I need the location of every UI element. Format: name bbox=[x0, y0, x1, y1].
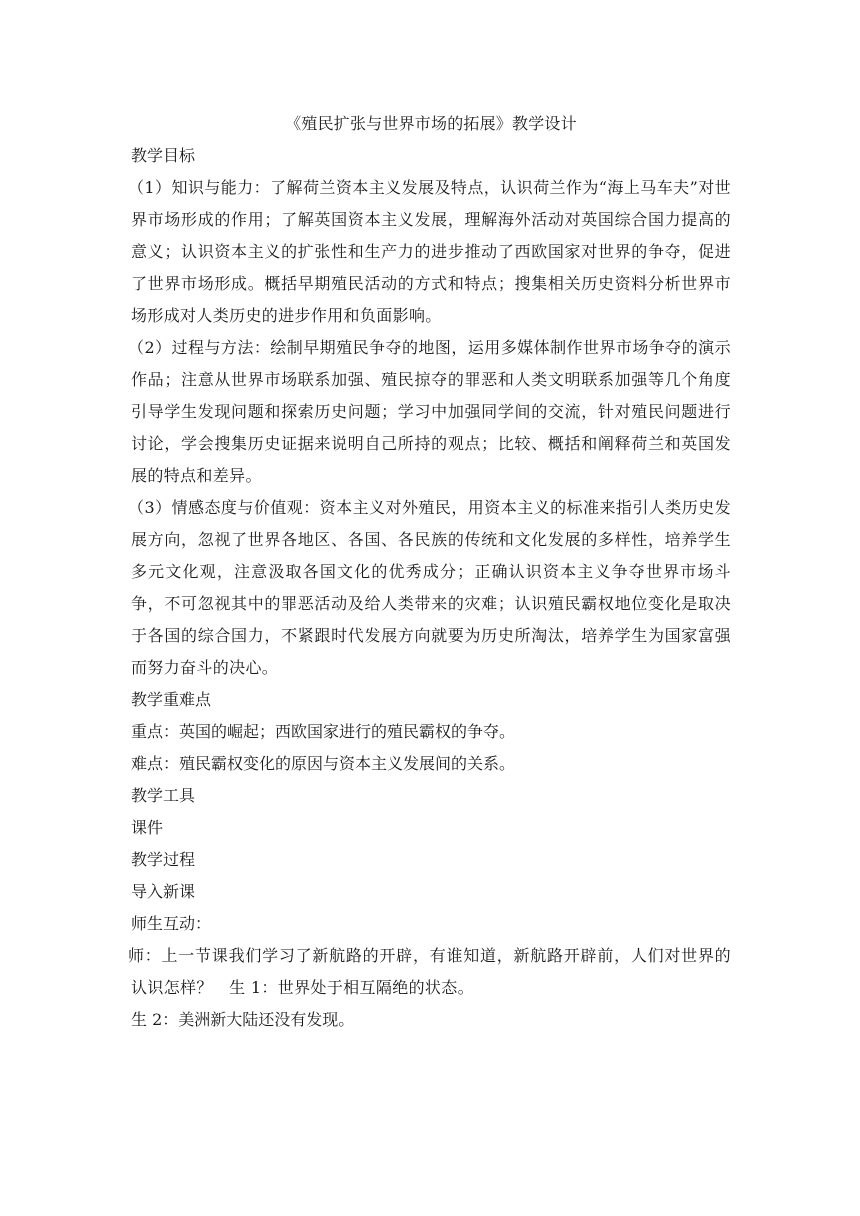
dialogue-teacher: 师：上一节课我们学习了新航路的开辟，有谁知道，新航路开辟前，人们对世界的认识怎样？ 生 1：世界处于相互隔绝的状态。 bbox=[128, 946, 731, 997]
objective-process: （2）过程与方法：绘制早期殖民争夺的地图，运用多媒体制作世界市场争夺的演示作品；注意从世界市场联系加强、殖民掠夺的罪恶和人类文明联系加强等几个角度引导学生发现问题和探索历史问题；学习中加强同学间的交流，针对殖民问题进行讨论，学会搜集历史证据来说明自己所持的观点；比较、概括和阐释荷兰和英国发展的特点和差异。 bbox=[128, 338, 731, 485]
dialogue-student-2: 生 2：美洲新大陆还没有发现。 bbox=[131, 1010, 355, 1029]
tools-item: 课件 bbox=[131, 818, 164, 837]
subheading-interaction: 师生互动： bbox=[131, 914, 212, 933]
section-heading-tools: 教学工具 bbox=[131, 786, 196, 805]
objective-values: （3）情感态度与价值观：资本主义对外殖民，用资本主义的标准来指引人类历史发展方向，忽视了世界各地区、各国、各民族的传统和文化发展的多样性，培养学生多元文化观，注意汲取各国文化的优秀成分；正确认识资本主义争夺世界市场斗争，不可忽视其中的罪恶活动及给人类带来的灾难；认识殖民霸权地位变化是取决于各国的综合国力，不紧跟时代发展方向就要为历史所淘汰，培养学生为国家富强而努力奋斗的决心。 bbox=[128, 498, 731, 677]
section-heading-key-points: 教学重难点 bbox=[131, 690, 212, 709]
subheading-intro: 导入新课 bbox=[131, 882, 196, 901]
objective-knowledge: （1）知识与能力：了解荷兰资本主义发展及特点，认识荷兰作为“海上马车夫”对世界市场形成的作用；了解英国资本主义发展，理解海外活动对英国综合国力提高的意义；认识资本主义的扩张性和生产力的进步推动了西欧国家对世界的争夺，促进了世界市场形成。概括早期殖民活动的方式和特点；搜集相关历史资料分析世界市场形成对人类历史的进步作用和负面影响。 bbox=[128, 178, 731, 325]
section-heading-objectives: 教学目标 bbox=[131, 146, 196, 165]
section-heading-process: 教学过程 bbox=[131, 850, 196, 869]
document-body bbox=[128, 108, 731, 1036]
difficult-point: 难点：殖民霸权变化的原因与资本主义发展间的关系。 bbox=[131, 754, 516, 773]
document-title: 《殖民扩张与世界市场的拓展》教学设计 bbox=[285, 114, 577, 133]
key-point: 重点：英国的崛起；西欧国家进行的殖民霸权的争夺。 bbox=[131, 722, 516, 741]
